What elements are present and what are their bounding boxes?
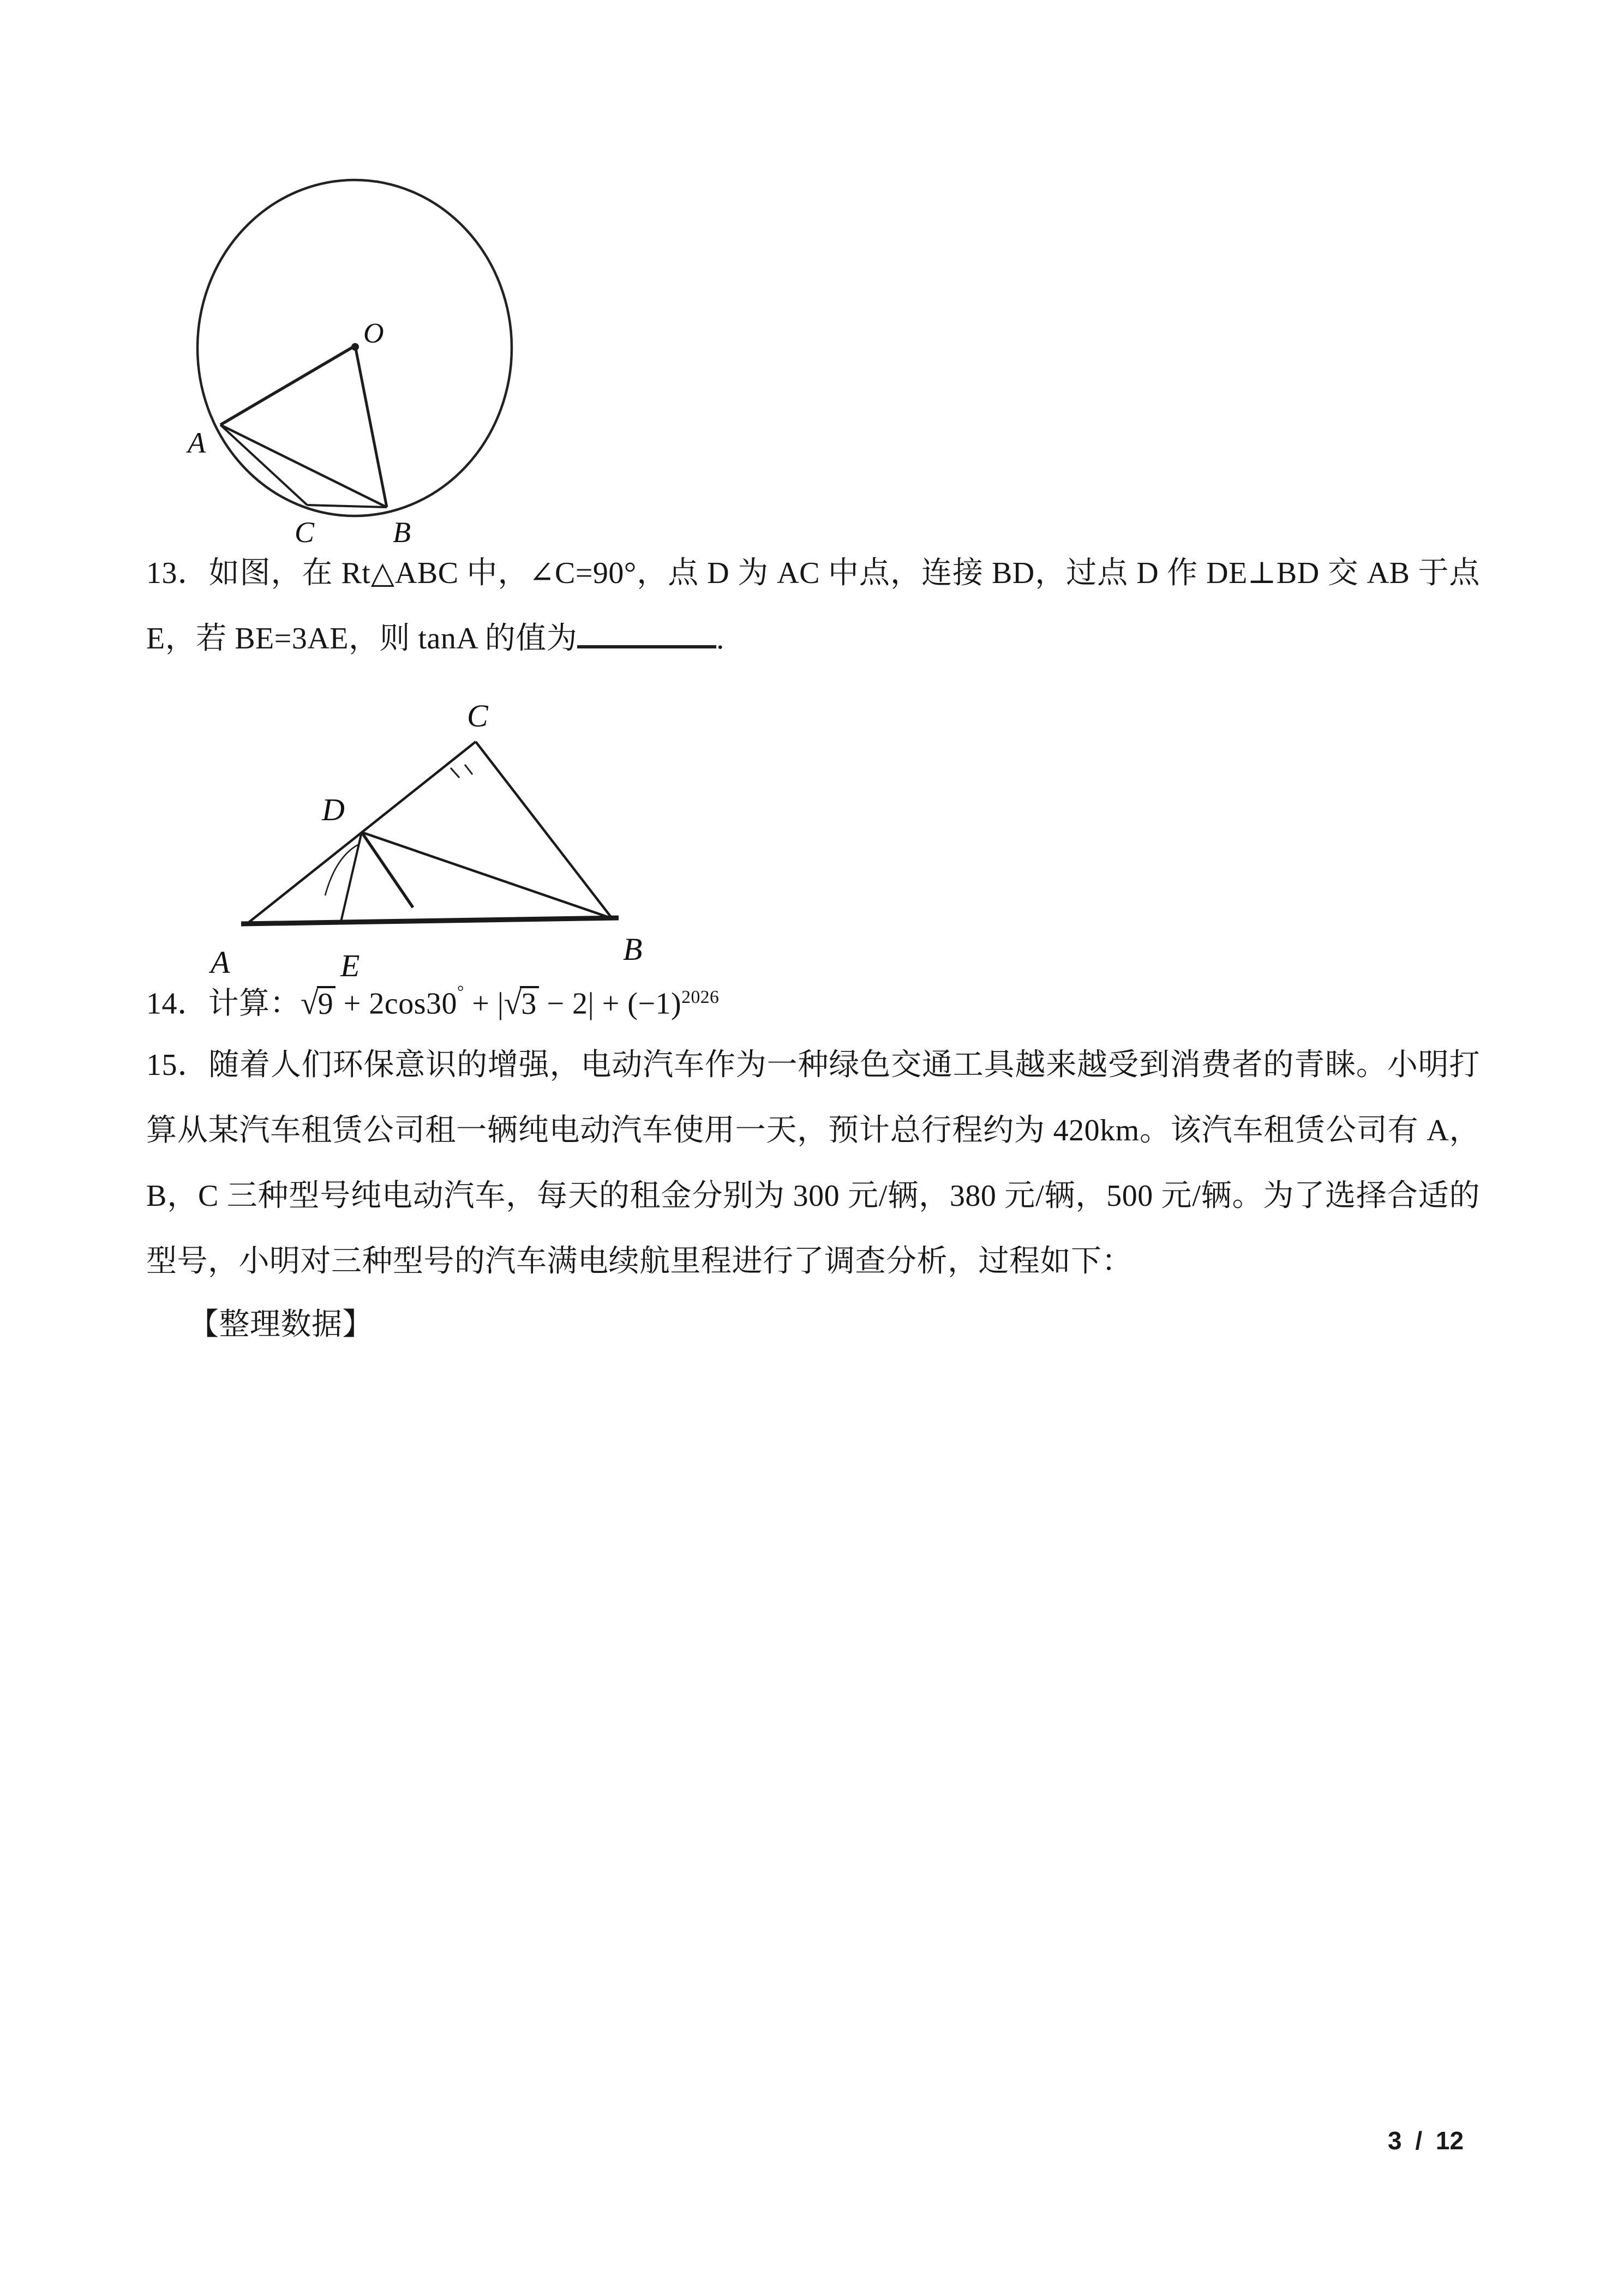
answer-blank: [577, 645, 716, 648]
label-B: B: [393, 516, 411, 549]
q14-label: 计算：: [208, 987, 301, 1021]
label-A: A: [211, 945, 230, 980]
circle-figure: [164, 153, 578, 567]
q15-line4: 型号，小明对三种型号的汽车满电续航里程进行了调查分析，过程如下：: [146, 1245, 1132, 1278]
q15-line3: B，C 三种型号纯电动汽车，每天的租金分别为 300 元/辆，380 元/辆，500 元/辆。为了选择合适的: [146, 1179, 1480, 1213]
q14-mid2: + |: [464, 987, 504, 1021]
label-E: E: [340, 948, 360, 983]
segment-CB: [307, 505, 387, 507]
label-O: O: [363, 318, 384, 349]
q14-number: 14．: [146, 987, 208, 1021]
q14-line: [146, 981, 1480, 1021]
label-D: D: [322, 792, 345, 827]
center-point-O: [351, 343, 359, 351]
angle-mark-C-1: [451, 768, 459, 778]
q15-line2: 算从某汽车租赁公司租一辆纯电动汽车使用一天，预计总行程约为 420km。该汽车租赁公司有 A，: [146, 1114, 1481, 1147]
q15-section-header: 【整理数据】: [188, 1308, 373, 1342]
label-B: B: [623, 931, 643, 967]
segment-AO: [220, 346, 355, 425]
q15-line1: 15．随着人们环保意识的增强，电动汽车作为一种绿色交通工具越来越受到消费者的青睐。小明打: [146, 1048, 1480, 1082]
segment-D-stroke: [362, 832, 413, 907]
exponent-2026: 2026: [681, 987, 720, 1007]
label-C: C: [467, 698, 488, 734]
q13-line1: 13．如图，在 Rt△ABC 中，∠C=90°，点 D 为 AC 中点，连接 BD，过点 D 作 DE⊥BD 交 AB 于点: [146, 556, 1480, 590]
label-C: C: [295, 516, 315, 549]
q13-line2-text: E，若 BE=3AE，则 tanA 的值为: [146, 622, 578, 656]
triangle-figure: [207, 682, 666, 998]
segment-DB: [362, 832, 612, 918]
segment-OB: [355, 346, 387, 507]
q13-line2-period: .: [716, 622, 724, 656]
degree-symbol: °: [457, 982, 464, 1001]
segment-AB: [220, 425, 387, 507]
sqrt-9: √9: [301, 987, 335, 1021]
q14-mid1: + 2cos30: [335, 987, 458, 1021]
angle-mark-C-2: [465, 765, 472, 774]
segment-AB-base: [241, 918, 619, 924]
label-A: A: [188, 426, 206, 459]
q14-mid3: − 2| + (−1): [538, 987, 682, 1021]
segment-CB: [476, 742, 612, 918]
sqrt-3: √3: [504, 987, 539, 1021]
q13-line2: [146, 622, 1480, 656]
page-number: 3 / 12: [1388, 2126, 1464, 2155]
segment-AC: [220, 425, 307, 505]
